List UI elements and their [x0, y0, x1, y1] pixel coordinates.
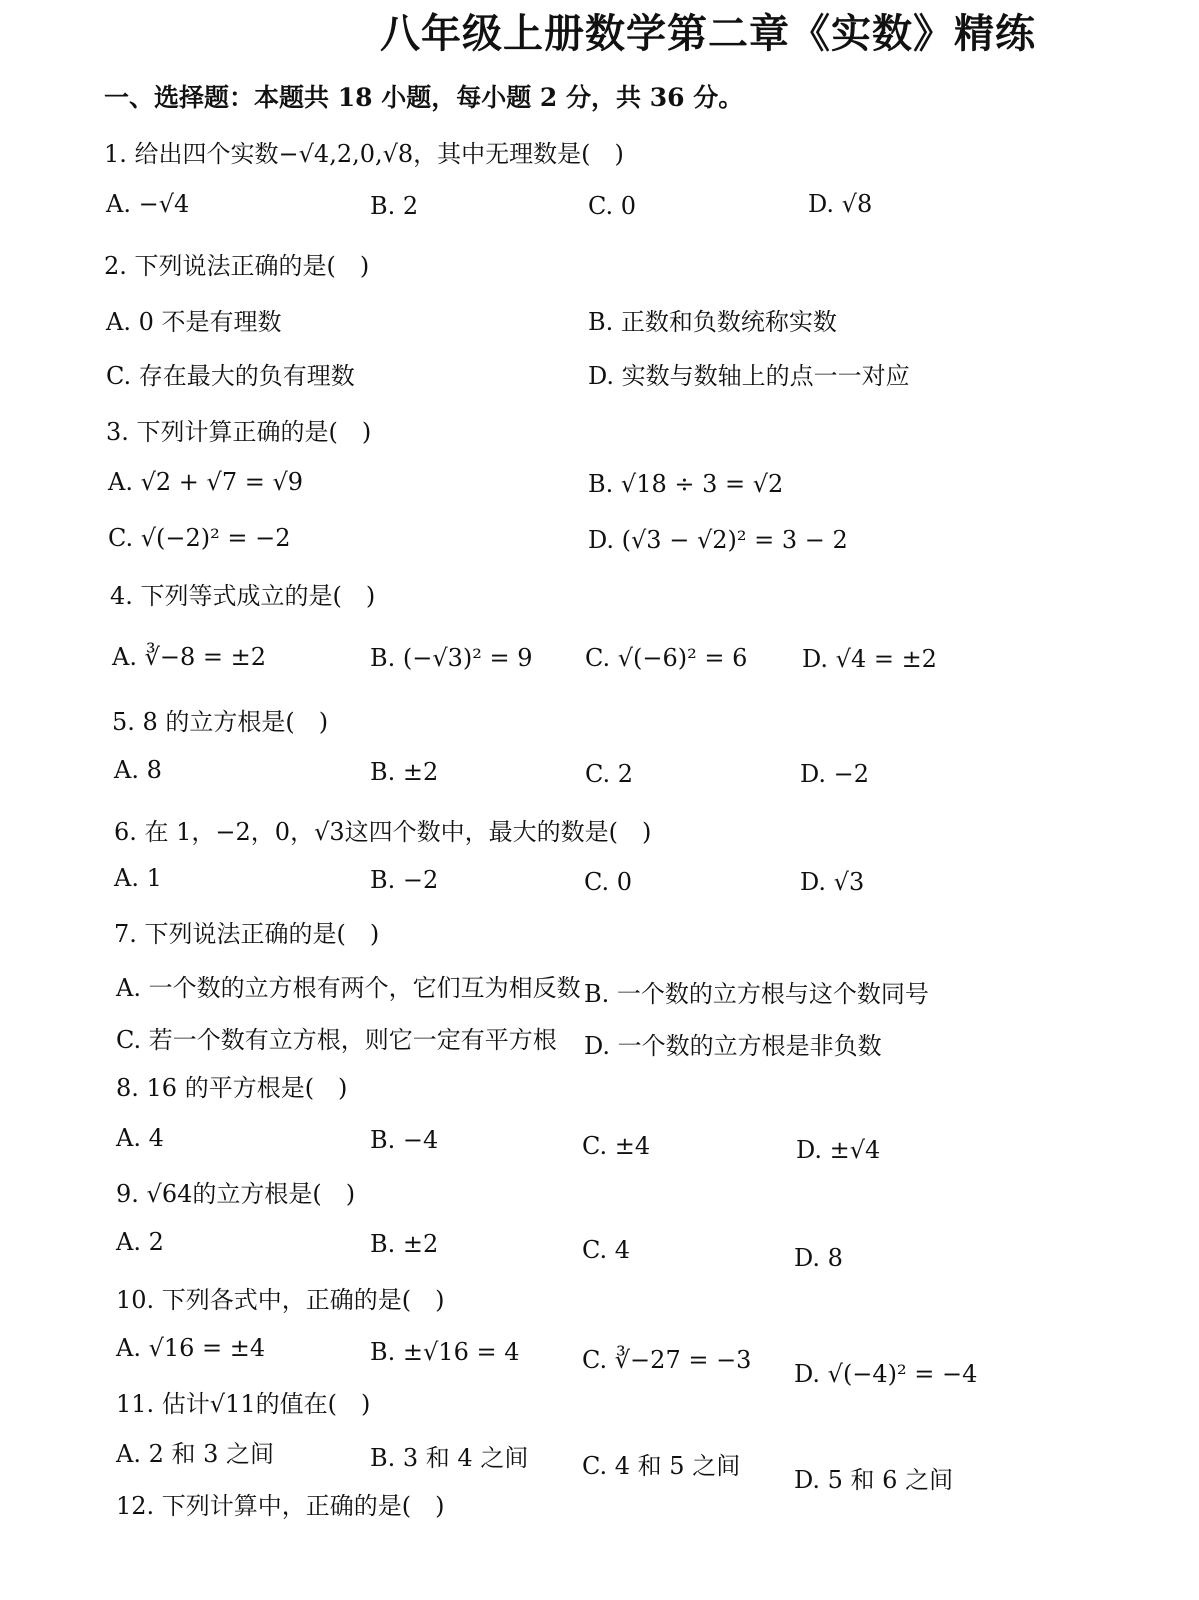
- option-c: C. √(−2)² = −2: [108, 524, 291, 552]
- option-b: B. 2: [370, 192, 419, 220]
- option-c: C. 4 和 5 之间: [582, 1452, 741, 1480]
- question-stem: 9. √64的立方根是( ): [116, 1180, 356, 1208]
- option-a: A. ∛−8 = ±2: [112, 643, 267, 671]
- section-heading: 一、选择题：本题共 18 小题，每小题 2 分，共 36 分。: [104, 83, 744, 112]
- option-a: A. √2 + √7 = √9: [108, 468, 304, 496]
- option-a: A. 一个数的立方根有两个，它们互为相反数: [116, 974, 581, 1002]
- question-stem: 11. 估计√11的值在( ): [116, 1390, 371, 1418]
- option-b: B. 正数和负数统称实数: [588, 308, 837, 336]
- option-b: B. √18 ÷ 3 = √2: [588, 470, 784, 498]
- option-d: D. 一个数的立方根是非负数: [584, 1032, 882, 1060]
- option-d: D. 实数与数轴上的点一一对应: [588, 362, 910, 390]
- option-c: C. √(−6)² = 6: [585, 644, 748, 672]
- option-b: B. −4: [370, 1126, 439, 1154]
- option-b: B. 3 和 4 之间: [370, 1444, 529, 1472]
- option-d: D. √4 = ±2: [802, 645, 937, 673]
- question-stem: 12. 下列计算中，正确的是( ): [116, 1492, 445, 1520]
- option-a: A. 8: [114, 756, 162, 784]
- option-b: B. ±√16 = 4: [370, 1338, 520, 1366]
- option-b: B. 一个数的立方根与这个数同号: [584, 980, 929, 1008]
- option-c: C. 0: [588, 192, 637, 220]
- question-stem: 2. 下列说法正确的是( ): [104, 252, 370, 280]
- question-stem: 7. 下列说法正确的是( ): [114, 920, 380, 948]
- option-d: D. √3: [800, 868, 865, 896]
- option-c: C. ∛−27 = −3: [582, 1346, 752, 1374]
- question-stem: 4. 下列等式成立的是( ): [110, 582, 376, 610]
- option-b: B. ±2: [370, 758, 439, 786]
- option-c: C. 0: [584, 868, 633, 896]
- option-c: C. 2: [585, 760, 634, 788]
- option-d: D. √8: [808, 190, 873, 218]
- option-c: C. 存在最大的负有理数: [106, 362, 355, 390]
- option-b: B. (−√3)² = 9: [370, 644, 533, 672]
- option-a: A. −√4: [106, 190, 190, 218]
- option-d: D. √(−4)² = −4: [794, 1360, 978, 1388]
- option-a: A. 2: [116, 1228, 164, 1256]
- question-stem: 3. 下列计算正确的是( ): [106, 418, 372, 446]
- option-a: A. √16 = ±4: [116, 1334, 266, 1362]
- question-stem: 10. 下列各式中，正确的是( ): [116, 1286, 445, 1314]
- option-c: C. ±4: [582, 1132, 651, 1160]
- option-a: A. 1: [114, 864, 162, 892]
- page-title: 八年级上册数学第二章《实数》精练: [380, 10, 1036, 57]
- option-c: C. 若一个数有立方根，则它一定有平方根: [116, 1026, 557, 1054]
- option-d: D. 8: [794, 1244, 843, 1272]
- option-d: D. ±√4: [796, 1136, 881, 1164]
- option-c: C. 4: [582, 1236, 631, 1264]
- option-a: A. 2 和 3 之间: [116, 1440, 275, 1468]
- question-stem: 1. 给出四个实数−√4,2,0,√8，其中无理数是( ): [104, 140, 624, 168]
- option-b: B. −2: [370, 866, 439, 894]
- option-a: A. 4: [116, 1124, 164, 1152]
- option-a: A. 0 不是有理数: [106, 308, 282, 336]
- question-stem: 6. 在 1，−2，0，√3这四个数中，最大的数是( ): [114, 818, 652, 846]
- question-stem: 5. 8 的立方根是( ): [112, 708, 329, 736]
- option-d: D. (√3 − √2)² = 3 − 2: [588, 526, 848, 554]
- option-b: B. ±2: [370, 1230, 439, 1258]
- option-d: D. −2: [800, 760, 870, 788]
- question-stem: 8. 16 的平方根是( ): [116, 1074, 348, 1102]
- option-d: D. 5 和 6 之间: [794, 1466, 954, 1494]
